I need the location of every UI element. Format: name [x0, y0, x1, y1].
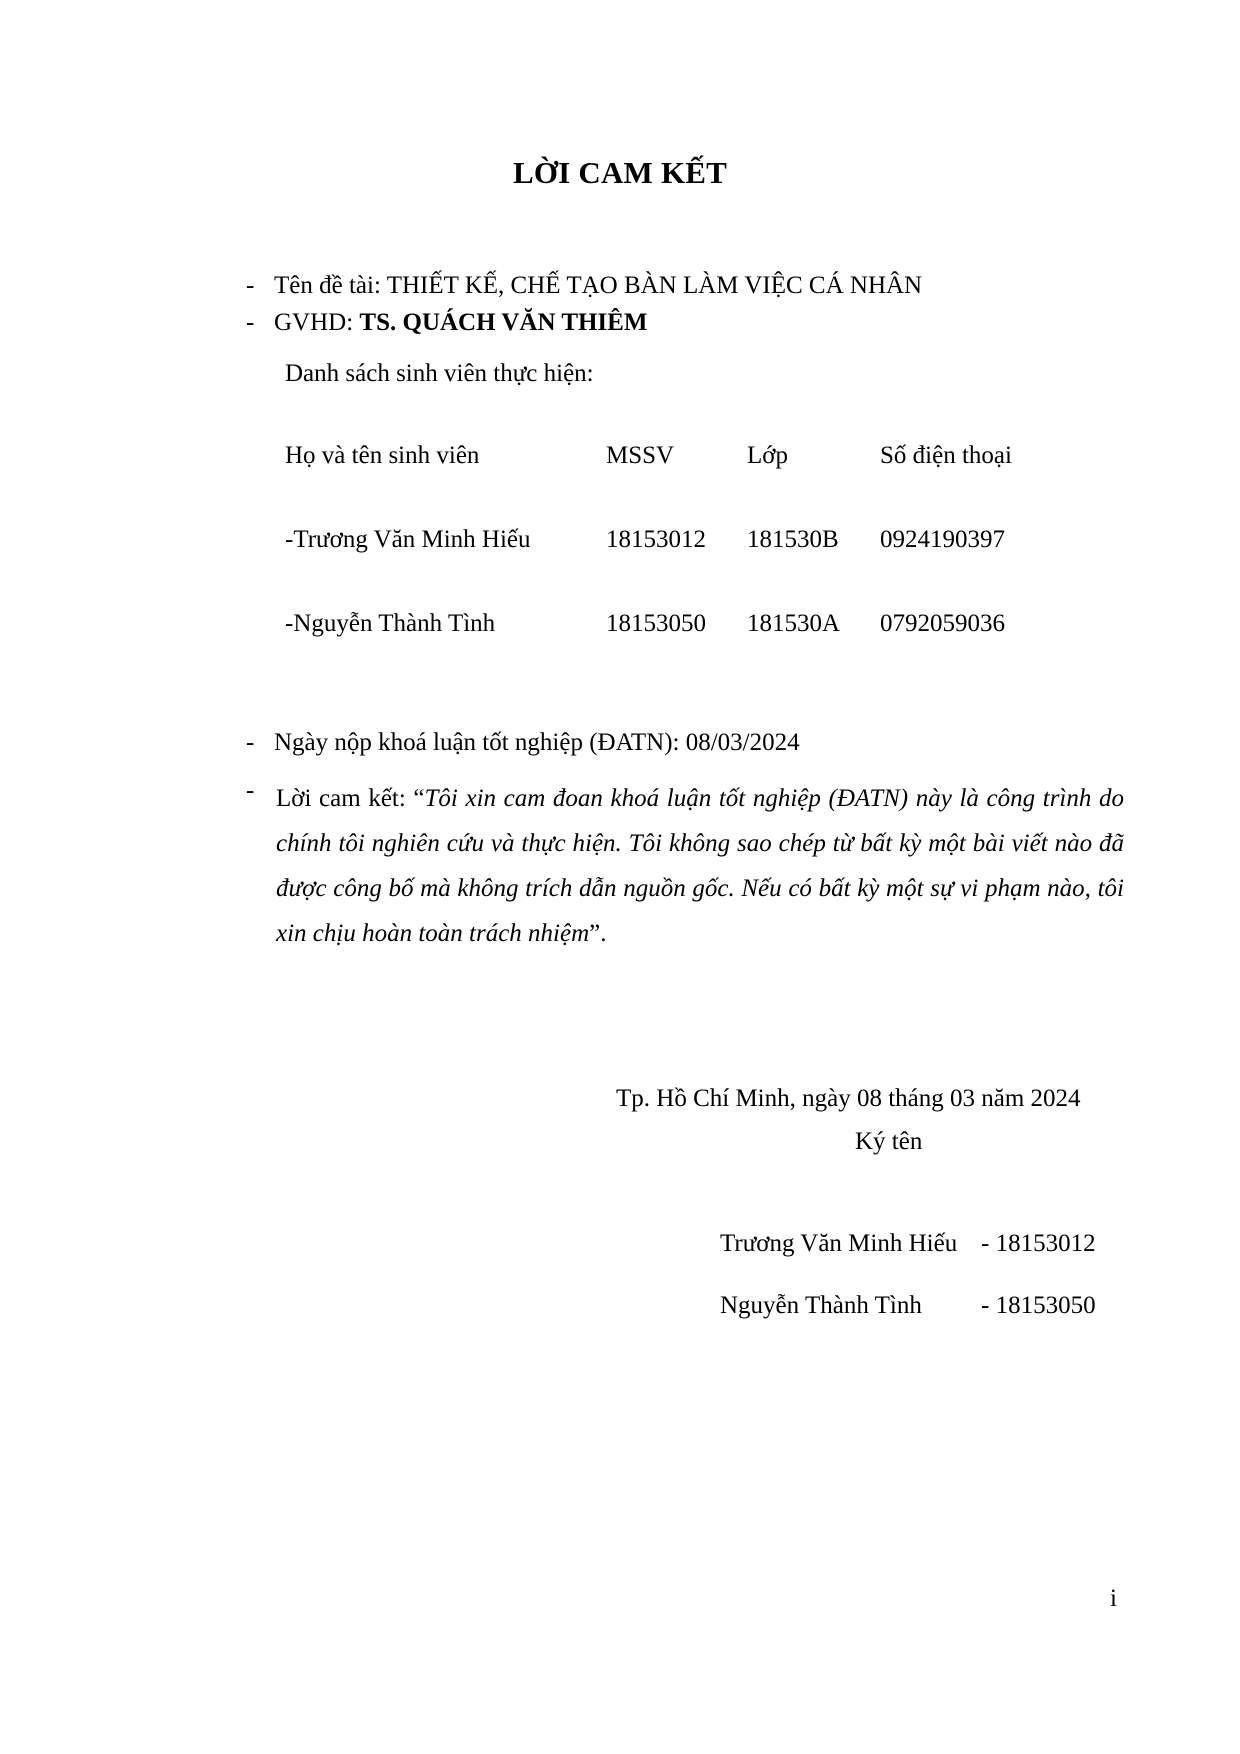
table-header-mssv: MSSV — [606, 442, 675, 469]
signer-2-id: - 18153050 — [981, 1292, 1096, 1319]
students-heading: Danh sách sinh viên thực hiện: — [285, 360, 594, 387]
table-header-class: Lớp — [747, 442, 788, 469]
advisor-value: TS. QUÁCH VĂN THIÊM — [359, 309, 648, 336]
commitment-paragraph — [276, 776, 1124, 956]
bullet-dash: - — [246, 272, 255, 299]
sign-label: Ký tên — [855, 1128, 923, 1155]
table-row-2-phone: 0792059036 — [880, 610, 1005, 637]
topic-value: THIẾT KẾ, CHẾ TẠO BÀN LÀM VIỆC CÁ NHÂN — [386, 272, 923, 299]
bullet-dash: - — [246, 729, 255, 756]
table-row-1-name: -Trương Văn Minh Hiếu — [285, 526, 531, 553]
signer-1-id: - 18153012 — [981, 1230, 1096, 1257]
table-row-1-phone: 0924190397 — [880, 526, 1005, 553]
table-header-name: Họ và tên sinh viên — [285, 442, 480, 469]
bullet-dash: - — [246, 777, 255, 804]
signer-1-name: Trương Văn Minh Hiếu — [720, 1230, 958, 1257]
place-date: Tp. Hồ Chí Minh, ngày 08 tháng 03 năm 2024 — [616, 1085, 1081, 1112]
table-row-2-mssv: 18153050 — [606, 610, 706, 637]
table-row-2-name: -Nguyễn Thành Tình — [285, 610, 496, 637]
page-number: i — [1110, 1585, 1117, 1612]
advisor-line — [274, 308, 647, 338]
topic-line — [274, 271, 922, 301]
page-title: LỜI CAM KẾT — [512, 155, 728, 190]
bullet-dash: - — [246, 309, 255, 336]
commitment-closing: ”. — [589, 920, 607, 947]
table-row-2-class: 181530A — [747, 610, 841, 637]
signer-2-name: Nguyễn Thành Tình — [720, 1292, 922, 1319]
table-row-1-class: 181530B — [747, 526, 839, 553]
table-row-1-mssv: 18153012 — [606, 526, 706, 553]
submission-line: Ngày nộp khoá luận tốt nghiệp (ĐATN): 08/03/2024 — [274, 729, 800, 756]
topic-label: Tên đề tài: — [274, 272, 387, 299]
advisor-label: GVHD: — [274, 309, 360, 336]
table-header-phone: Số điện thoại — [880, 442, 1012, 469]
commitment-label: Lời cam kết: “ — [276, 785, 425, 812]
commitment-quote: Tôi xin cam đoan khoá luận tốt nghiệp (ĐATN) này là công trình do chính tôi nghiên cứu và thực hiện. Tôi không sao chép từ bất kỳ một bài viết nào đã được công bố mà không trích dẫn nguồn gốc. Nếu có bất kỳ một sự vi phạm nào, tôi xin chịu hoàn toàn trách nhiệm — [276, 785, 1124, 947]
